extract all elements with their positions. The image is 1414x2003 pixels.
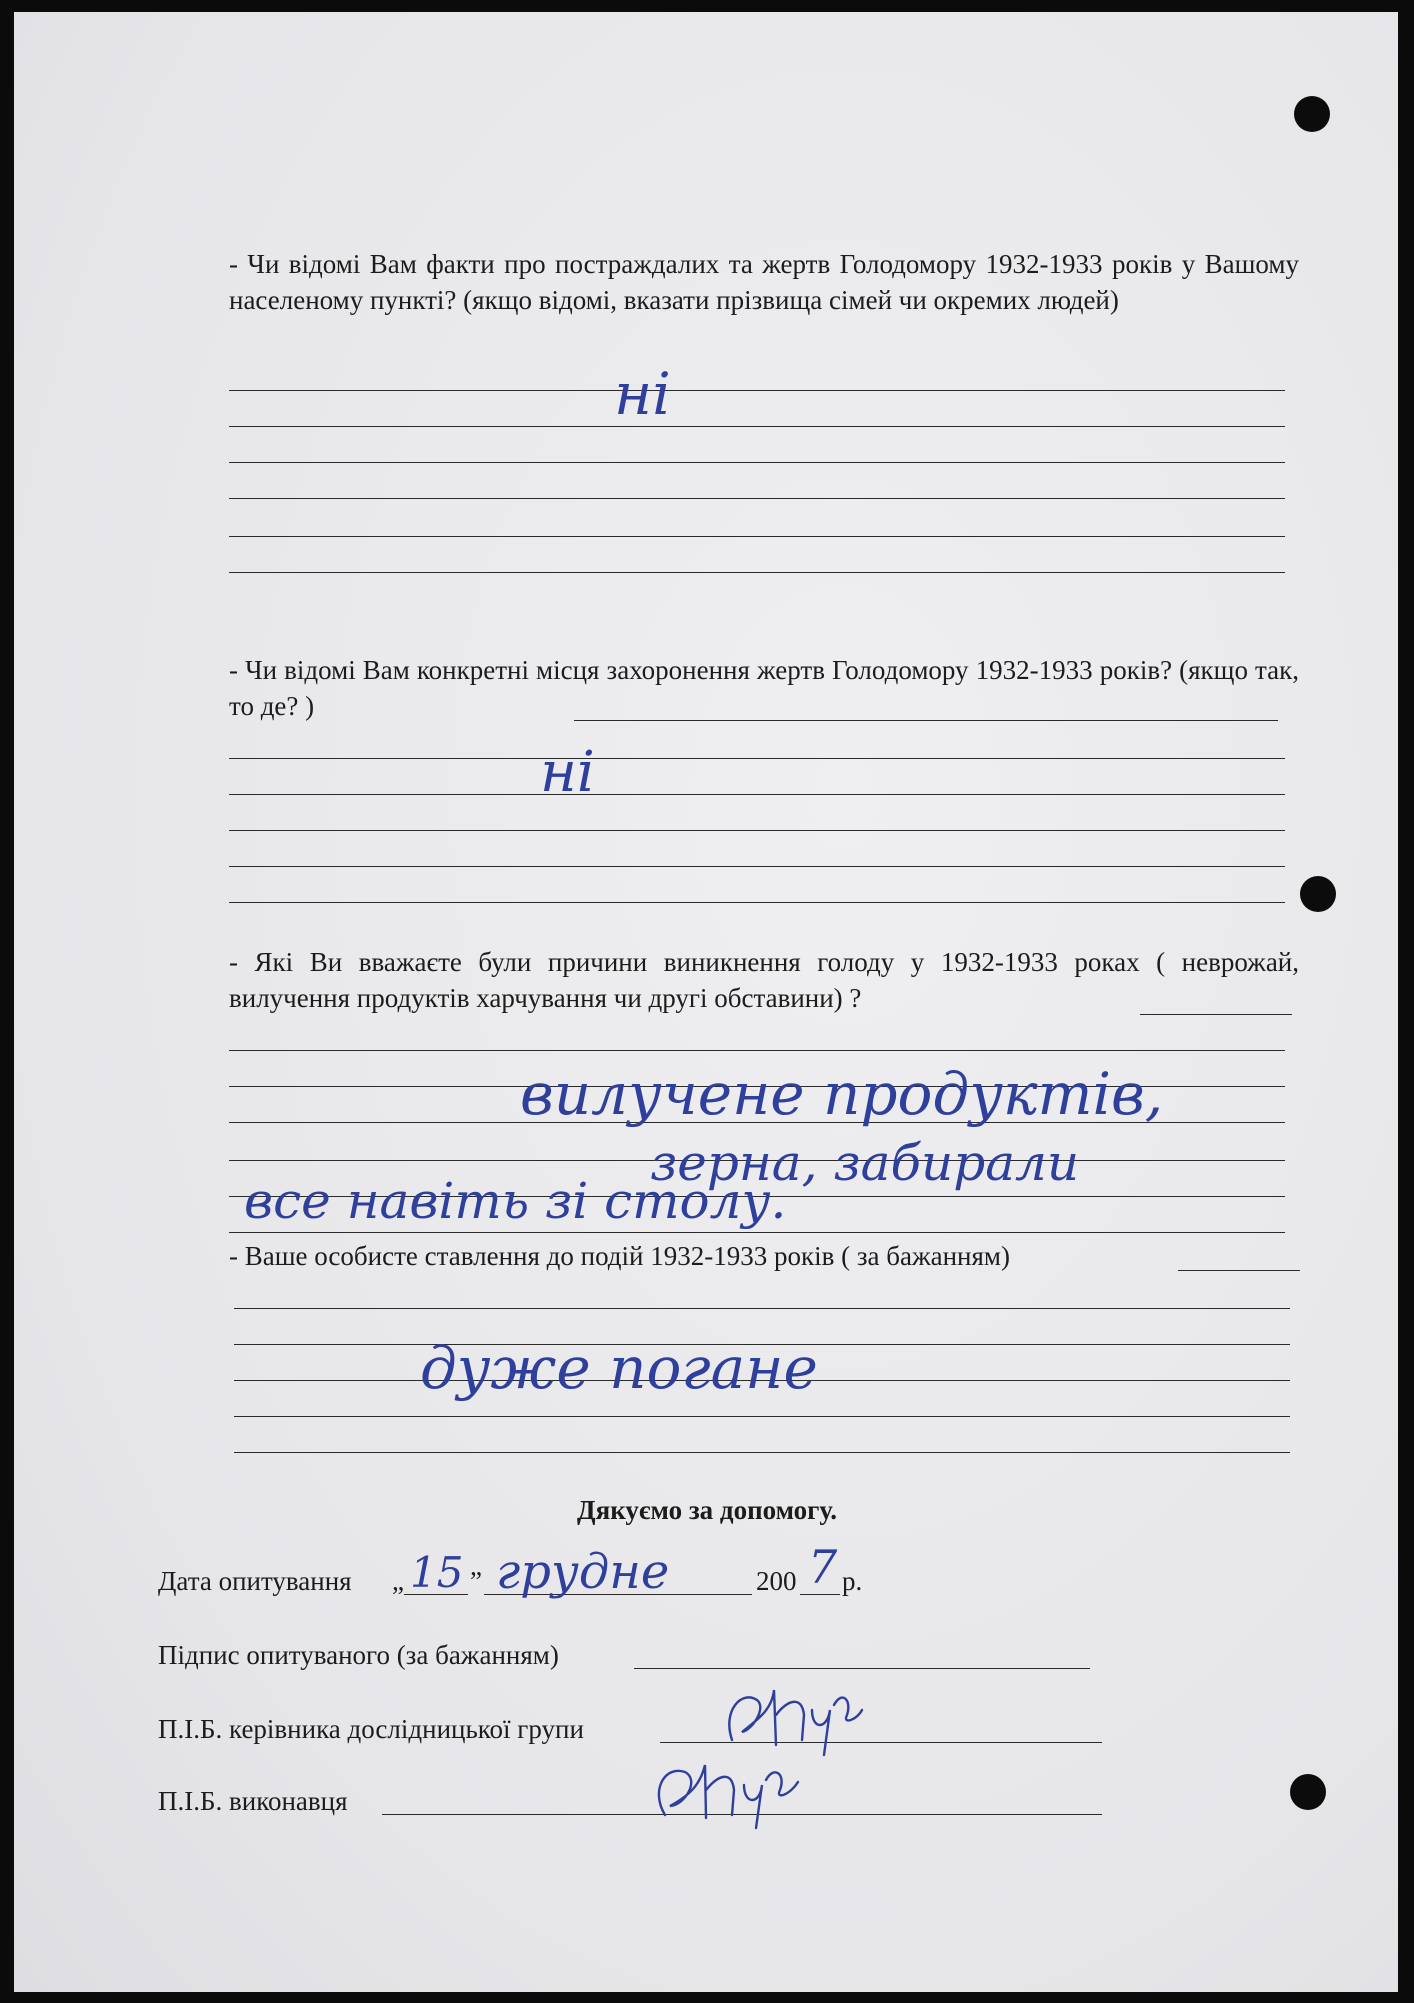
answer-line	[229, 426, 1285, 427]
answer-line	[229, 758, 1285, 759]
question-victims-facts: - Чи відомі Вам факти про постраждалих та жертв Голодомору 1932-1933 років у Вашому населеному пункті? (якщо відомі, вказати прізвища сімей чи окремих людей)	[229, 249, 1299, 315]
date-close-quote: ”	[470, 1566, 482, 1596]
handwritten-answer: дуже погане	[420, 1334, 818, 1402]
date-year-suffix: р.	[842, 1566, 863, 1596]
date-label: Дата опитування	[158, 1566, 352, 1596]
answer-line	[1140, 1014, 1292, 1015]
date-year-line	[800, 1594, 840, 1595]
date-open-quote: „	[392, 1566, 404, 1596]
answer-line	[229, 1050, 1285, 1051]
question-famine-causes: - Які Ви вважаєте були причини виникнення голоду у 1932-1933 роках ( неврожай, вилучення продуктів харчування чи другі обставини) ?	[229, 947, 1299, 1013]
answer-line	[229, 866, 1285, 867]
handwritten-day: 15	[410, 1548, 464, 1597]
answer-line	[574, 720, 1278, 721]
answer-line	[229, 462, 1285, 463]
handwritten-year-digit: 7	[808, 1540, 838, 1594]
group-leader-label: П.І.Б. керівника дослідницької групи	[158, 1714, 584, 1744]
respondent-signature-label: Підпис опитуваного (за бажанням)	[158, 1640, 559, 1670]
answer-line	[1178, 1270, 1300, 1271]
executor-label: П.І.Б. виконавця	[158, 1786, 348, 1816]
answer-line	[234, 1452, 1290, 1453]
executor-signature	[640, 1740, 810, 1830]
answer-line	[229, 498, 1285, 499]
handwritten-answer: ні	[614, 360, 671, 428]
handwritten-answer-line: вилучене продуктів,	[520, 1060, 1164, 1128]
punch-hole	[1294, 96, 1330, 132]
answer-line	[229, 902, 1285, 903]
punch-hole	[1290, 1774, 1326, 1810]
answer-line	[229, 830, 1285, 831]
date-year-prefix: 200	[756, 1566, 797, 1596]
handwritten-answer-line: все навіть зі столу.	[244, 1172, 787, 1230]
answer-line	[229, 390, 1285, 391]
question-burial-places: - Чи відомі Вам конкретні місця захоронення жертв Голодомору 1932-1933 років? (якщо так, то де? )	[229, 655, 1299, 721]
answer-line	[229, 794, 1285, 795]
answer-line	[229, 1232, 1285, 1233]
handwritten-answer: ні	[540, 740, 595, 805]
question-personal-attitude: - Ваше особисте ставлення до подій 1932-1933 років ( за бажанням)	[229, 1241, 1010, 1271]
answer-line	[229, 572, 1285, 573]
answer-line	[234, 1416, 1290, 1417]
answer-line	[229, 536, 1285, 537]
respondent-signature-line	[634, 1668, 1090, 1669]
thanks-heading: Дякуємо за допомогу.	[577, 1495, 837, 1525]
answer-line	[234, 1308, 1290, 1309]
handwritten-month: грудне	[496, 1544, 670, 1600]
handwritten-answer-line: зерна, забирали	[650, 1134, 1080, 1192]
punch-hole	[1300, 876, 1336, 912]
